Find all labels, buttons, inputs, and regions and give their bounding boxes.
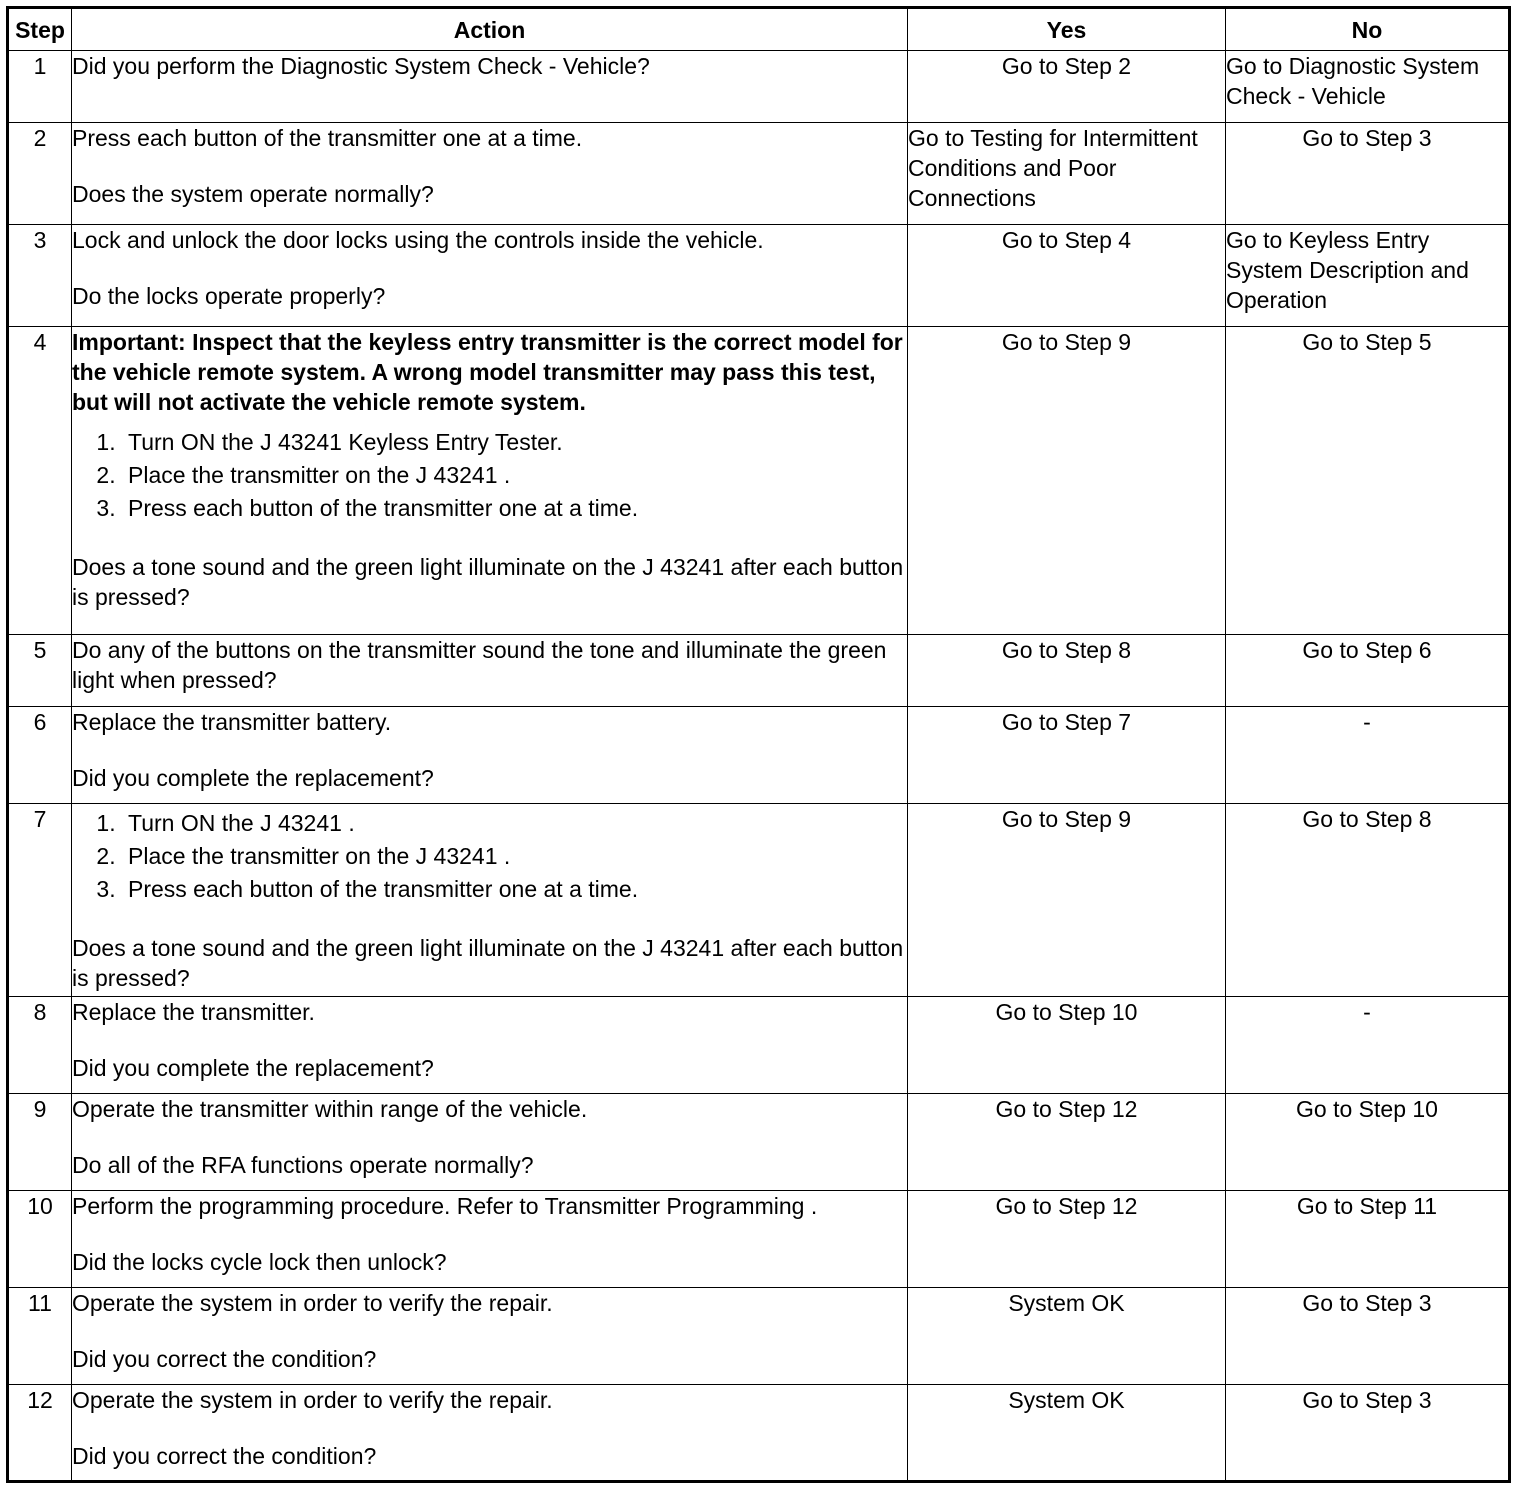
no-result: Go to Step 3 — [1226, 123, 1510, 225]
list-item: 2. Place the transmitter on the J 43241 . — [122, 460, 907, 490]
action-question: Did you complete the replacement? — [72, 1055, 434, 1081]
step-number: 4 — [8, 327, 72, 635]
step-number: 5 — [8, 635, 72, 707]
yes-result: Go to Step 8 — [908, 635, 1226, 707]
action-text — [72, 997, 908, 1094]
table-row — [8, 707, 1510, 804]
no-result: Go to Step 10 — [1226, 1094, 1510, 1191]
list-item: 1. Turn ON the J 43241 . — [122, 808, 907, 838]
action-question: Does a tone sound and the green light illuminate on the J 43241 after each button is pressed? — [72, 554, 904, 610]
yes-result: Go to Step 12 — [908, 1191, 1226, 1288]
action-instruction: Replace the transmitter. — [72, 999, 315, 1025]
table-row — [8, 51, 1510, 123]
action-question: Does the system operate normally? — [72, 181, 434, 207]
no-result: - — [1226, 707, 1510, 804]
yes-result: Go to Step 9 — [908, 327, 1226, 635]
yes-result: Go to Step 4 — [908, 225, 1226, 327]
step-number: 7 — [8, 804, 72, 997]
action-text — [72, 327, 908, 635]
step-number: 3 — [8, 225, 72, 327]
header-action: Action — [72, 8, 908, 51]
action-instruction: Do any of the buttons on the transmitter sound the tone and illuminate the green light when pressed? — [72, 637, 887, 693]
no-result: Go to Keyless Entry System Description and Operation — [1226, 225, 1510, 327]
action-question: Do the locks operate properly? — [72, 283, 386, 309]
action-question: Did you complete the replacement? — [72, 765, 434, 791]
table-row — [8, 327, 1510, 635]
action-text — [72, 1191, 908, 1288]
procedure-list — [72, 427, 907, 523]
action-instruction: Perform the programming procedure. Refer to Transmitter Programming . — [72, 1193, 818, 1219]
step-number: 8 — [8, 997, 72, 1094]
action-instruction: Press each button of the transmitter one at a time. — [72, 125, 583, 151]
header-step: Step — [8, 8, 72, 51]
action-instruction: Lock and unlock the door locks using the controls inside the vehicle. — [72, 227, 764, 253]
step-number: 9 — [8, 1094, 72, 1191]
list-item: 3. Press each button of the transmitter one at a time. — [122, 874, 907, 904]
list-item: 1. Turn ON the J 43241 Keyless Entry Tester. — [122, 427, 907, 457]
yes-result: Go to Step 7 — [908, 707, 1226, 804]
action-text — [72, 1094, 908, 1191]
table-row — [8, 1288, 1510, 1385]
action-text — [72, 51, 908, 123]
yes-result: System OK — [908, 1385, 1226, 1482]
yes-result: Go to Step 2 — [908, 51, 1226, 123]
action-text — [72, 123, 908, 225]
no-result: - — [1226, 997, 1510, 1094]
no-result: Go to Step 3 — [1226, 1288, 1510, 1385]
action-text — [72, 1385, 908, 1482]
step-number: 2 — [8, 123, 72, 225]
yes-result: System OK — [908, 1288, 1226, 1385]
diagnostic-table — [6, 6, 1511, 1483]
table-row — [8, 225, 1510, 327]
table-row — [8, 1094, 1510, 1191]
action-question: Does a tone sound and the green light illuminate on the J 43241 after each button is pressed? — [72, 935, 904, 991]
table-row — [8, 1385, 1510, 1482]
no-result: Go to Step 11 — [1226, 1191, 1510, 1288]
list-item: 2. Place the transmitter on the J 43241 . — [122, 841, 907, 871]
list-item: 3. Press each button of the transmitter one at a time. — [122, 493, 907, 523]
action-text — [72, 1288, 908, 1385]
step-number: 1 — [8, 51, 72, 123]
step-number: 12 — [8, 1385, 72, 1482]
yes-result: Go to Step 10 — [908, 997, 1226, 1094]
step-number: 11 — [8, 1288, 72, 1385]
action-instruction: Replace the transmitter battery. — [72, 709, 392, 735]
table-row — [8, 123, 1510, 225]
step-number: 6 — [8, 707, 72, 804]
action-instruction: Operate the system in order to verify the repair. — [72, 1290, 553, 1316]
action-text — [72, 225, 908, 327]
action-instruction: Did you perform the Diagnostic System Check - Vehicle? — [72, 53, 650, 79]
procedure-list — [72, 808, 907, 904]
action-question: Did the locks cycle lock then unlock? — [72, 1249, 447, 1275]
action-question: Do all of the RFA functions operate normally? — [72, 1152, 534, 1178]
action-text — [72, 635, 908, 707]
table-row — [8, 997, 1510, 1094]
action-question: Did you correct the condition? — [72, 1346, 377, 1372]
no-result: Go to Step 8 — [1226, 804, 1510, 997]
important-note: Important: Inspect that the keyless entry transmitter is the correct model for the vehicle remote system. A wrong model transmitter may pass this test, but will not activate the vehicle remote system. — [72, 329, 903, 415]
yes-result: Go to Step 9 — [908, 804, 1226, 997]
header-yes: Yes — [908, 8, 1226, 51]
action-instruction: Operate the transmitter within range of the vehicle. — [72, 1096, 588, 1122]
table-row — [8, 804, 1510, 997]
step-number: 10 — [8, 1191, 72, 1288]
no-result: Go to Step 3 — [1226, 1385, 1510, 1482]
no-result: Go to Diagnostic System Check - Vehicle — [1226, 51, 1510, 123]
action-text — [72, 804, 908, 997]
yes-result: Go to Testing for Intermittent Conditions and Poor Connections — [908, 123, 1226, 225]
action-text — [72, 707, 908, 804]
yes-result: Go to Step 12 — [908, 1094, 1226, 1191]
no-result: Go to Step 6 — [1226, 635, 1510, 707]
header-no: No — [1226, 8, 1510, 51]
no-result: Go to Step 5 — [1226, 327, 1510, 635]
table-row — [8, 1191, 1510, 1288]
action-question: Did you correct the condition? — [72, 1443, 377, 1469]
action-instruction: Operate the system in order to verify the repair. — [72, 1387, 553, 1413]
table-row — [8, 635, 1510, 707]
header-row — [8, 8, 1510, 51]
